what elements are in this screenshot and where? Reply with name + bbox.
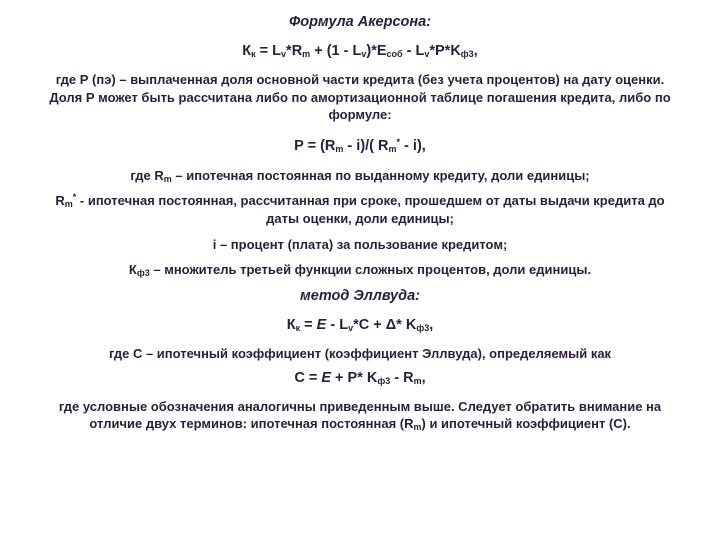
- c-definition: где С – ипотечный коэффициент (коэффициент Эллвуда), определяемый как: [108, 346, 612, 361]
- i-definition: i – процент (плата) за пользование кредитом;: [212, 237, 508, 252]
- heading-ellwood-method: метод Эллвуда:: [300, 288, 420, 304]
- rm-definition: где $R_m$ – ипотечная постоянная по выданному кредиту, доли единицы;: [130, 168, 590, 184]
- kf3-definition: $К_{ф3}$ – множитель третьей функции сложных процентов, доли единицы.: [128, 262, 592, 278]
- heading-akerson-formula: Формула Акерсона:: [288, 14, 432, 30]
- paragraph-p-definition-line2: Доля Р может быть рассчитана либо по амортизационной таблице погашения кредита, либо по: [49, 90, 671, 105]
- rm-star-definition-line1: $R_m^*$ - ипотечная постоянная, рассчитанная при сроке, прошедшем от даты выдачи кредита до: [55, 192, 665, 209]
- c-formula: C = E + P* $K_{ф3} - R_m$,: [294, 370, 426, 386]
- akerson-formula: $К_к = L_v*R_m + (1 - L_v)*E_{соб} - L_v*P*K_{ф3}$,: [242, 43, 478, 59]
- paragraph-p-definition-line1: где Р (пэ) – выплаченная доля основной части кредита (без учета процентов) на дату оценки.: [55, 72, 665, 87]
- paragraph-p-definition-line3: формуле:: [328, 107, 392, 122]
- closing-note-line2: отличие двух терминов: ипотечная постоянная $(R_m)$ и ипотечный коэффициент (С).: [89, 416, 631, 432]
- ellwood-formula: $К_к = E - L_v*C + \Delta*$ $K_{ф3}$,: [286, 317, 434, 333]
- closing-note-line1: где условные обозначения аналогичны приведенным выше. Следует обратить внимание на: [58, 399, 662, 414]
- rm-star-definition-line2: даты оценки, доли единицы;: [266, 211, 454, 226]
- p-formula: $P = (R_m - i)/$( $R_m^* - i$),: [294, 137, 426, 154]
